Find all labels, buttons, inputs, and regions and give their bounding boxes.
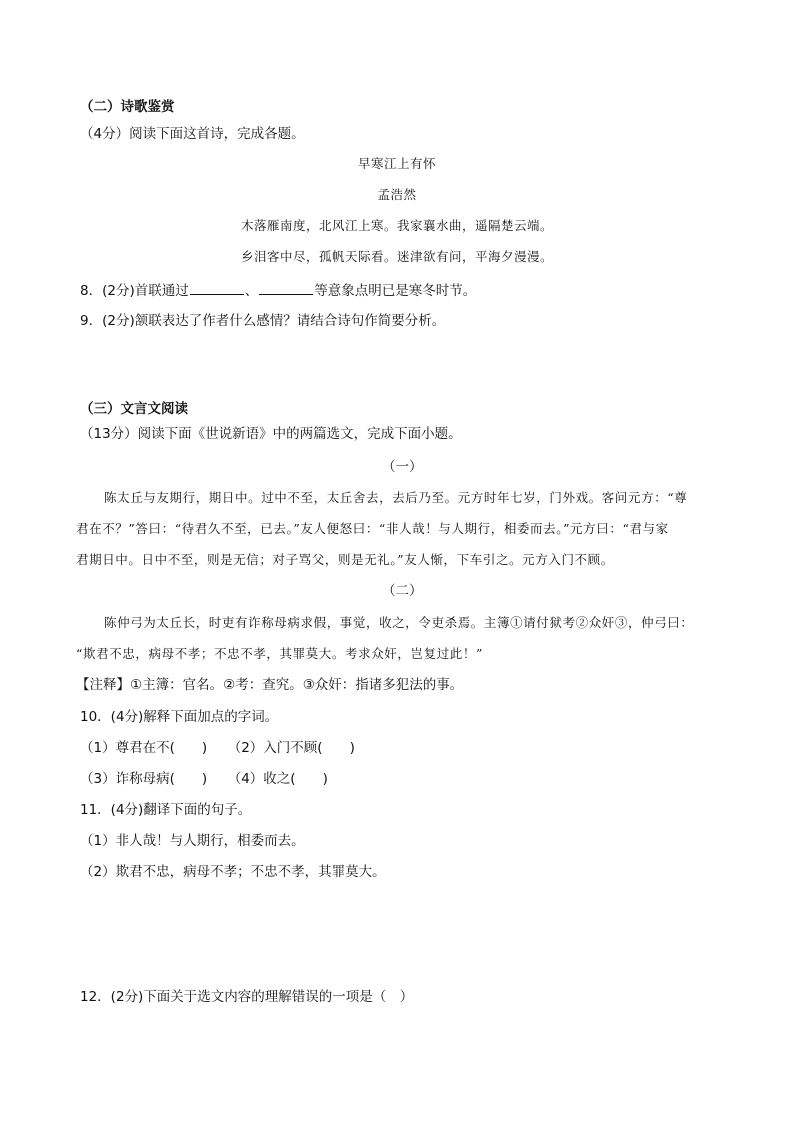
question-10-row-2 [80,770,328,788]
question-8 [80,281,476,300]
question-8-suffix: 等意象点明已是寒冬时节。 [314,283,477,299]
question-8-prefix: 8．(2分)首联通过 [80,283,189,299]
section-intro-poetry: （4分）阅读下面这首诗，完成各题。 [80,126,305,142]
poem-line-2: 乡泪客中尽，孤帆天际看。迷津欲有问，平海夕漫漫。 [240,249,553,264]
question-8-sep: 、 [244,283,259,299]
passage-1-line-2: 君在不？”答曰：“待君久不至，已去。”友人便怒曰：“非人哉！与人期行，相委而去。”元方曰：“君与家 [76,521,669,536]
poem-title: 早寒江上有怀 [357,156,436,171]
question-10-item-3: （3）诈称母病( ) [80,771,208,787]
passage-1-label: （一） [382,459,423,475]
question-10-stem: 10．(4分)解释下面加点的字词。 [80,709,279,725]
answer-blank-1[interactable] [190,281,244,295]
question-11-stem: 11．(4分)翻译下面的句子。 [80,802,252,818]
question-11-item-2: （2）欺君不忠，病母不孝；不忠不孝，其罪莫大。 [80,864,386,880]
passage-1-line-3: 君期日中。日中不至，则是无信；对子骂父，则是无礼。”友人惭，下车引之。元方入门不顾。 [76,552,614,567]
poem-author: 孟浩然 [377,187,417,202]
section-heading-classical: （三）文言文阅读 [80,401,188,417]
question-10-item-2: （2）入门不顾( ) [227,740,355,756]
question-9: 9．(2分)颔联表达了作者什么感情？请结合诗句作简要分析。 [80,313,446,329]
section-intro-classical: （13分）阅读下面《世说新语》中的两篇选文，完成下面小题。 [80,426,462,442]
question-10-row-1 [80,739,355,757]
passage-2-label: （二） [382,583,423,599]
passage-1-line-1: 陈太丘与友期行，期日中。过中不至，太丘舍去，去后乃至。元方时年七岁，门外戏。客问元方：“尊 [104,490,688,505]
question-11-item-1: （1）非人哉！与人期行，相委而去。 [80,833,305,849]
annotation-note: 【注释】①主簿：官名。②考：查究。③众奸：指诸多犯法的事。 [76,677,464,693]
question-10-item-4: （4）收之( ) [227,771,328,787]
passage-2-line-2: “欺君不忠，病母不孝；不忠不孝，其罪莫大。考求众奸，岂复过此！” [76,646,483,661]
passage-2-line-1: 陈仲弓为太丘长，时吏有诈称母病求假，事觉，收之，令吏杀焉。主簿①请付狱考②众奸③，仲弓曰： [104,615,694,630]
poem-line-1: 木落雁南度，北风江上寒。我家襄水曲，遥隔楚云端。 [240,218,553,233]
section-heading-poetry: （二）诗歌鉴赏 [80,99,175,115]
answer-blank-2[interactable] [259,281,313,295]
question-12: 12．(2分)下面关于选文内容的理解错误的一项是（ ） [80,989,414,1005]
question-10-item-1: （1）尊君在不( ) [80,740,208,756]
